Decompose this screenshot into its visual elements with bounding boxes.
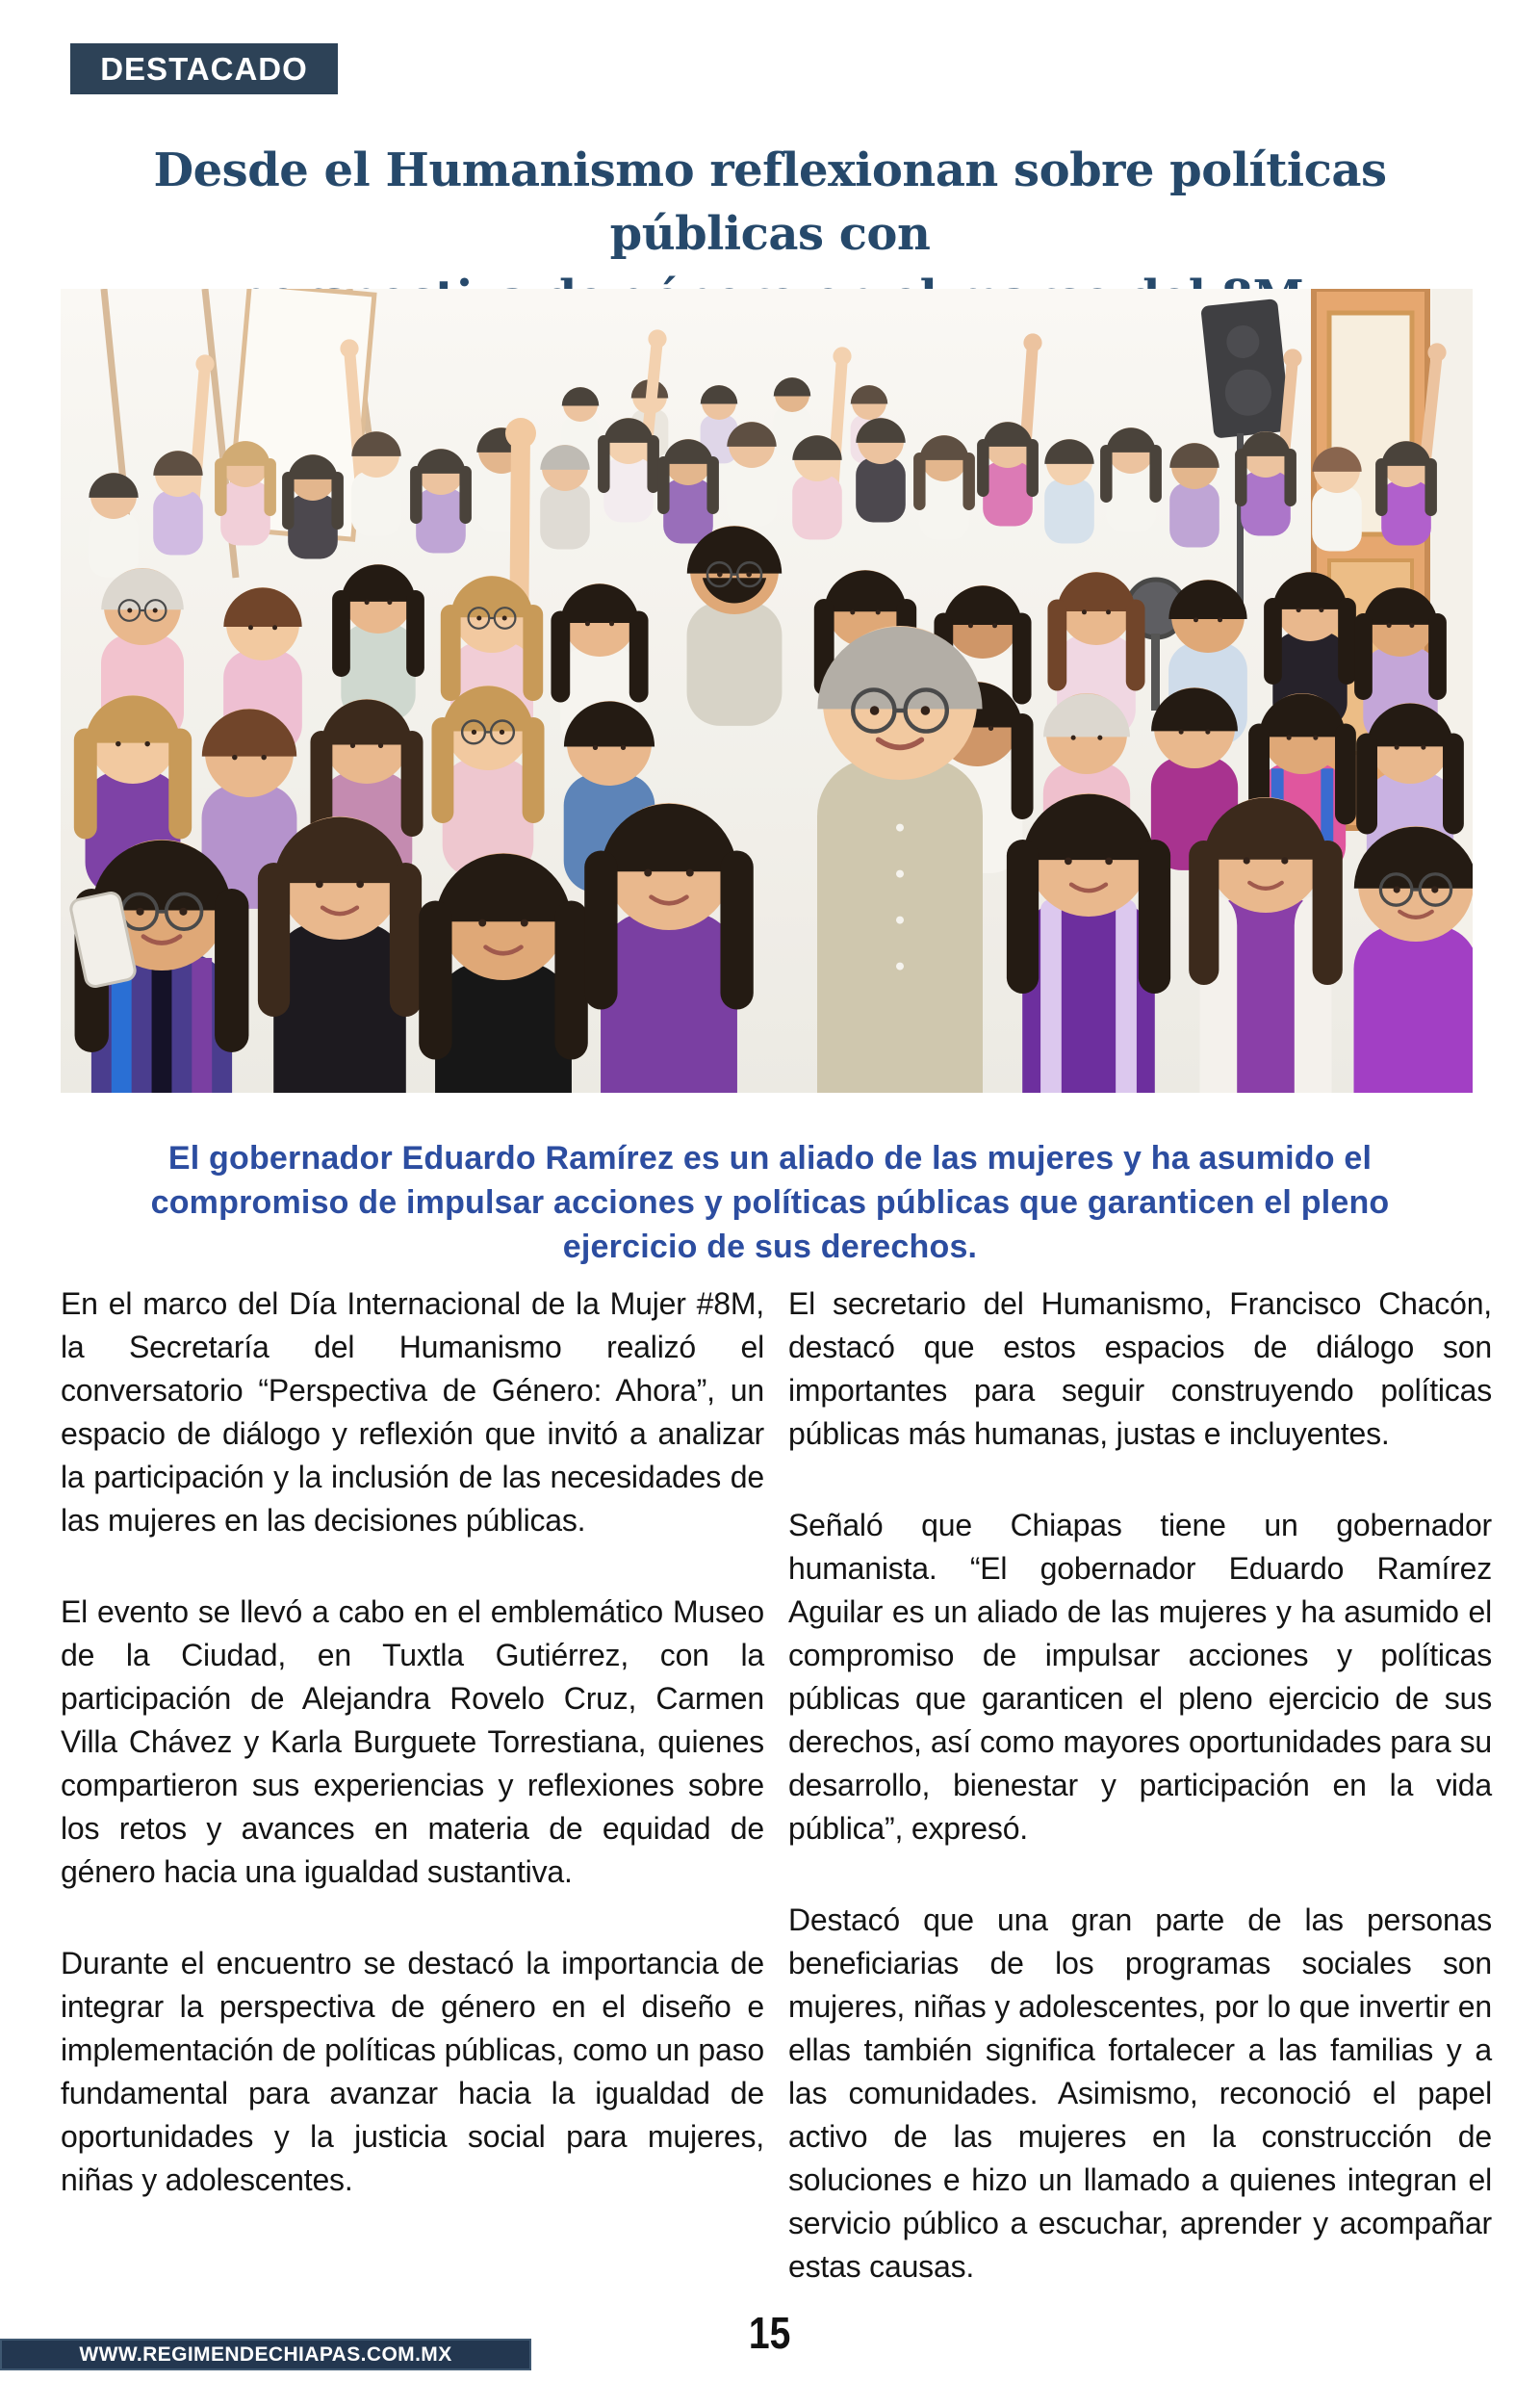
destacado-badge [70, 43, 338, 94]
paragraph: Durante el encuentro se destacó la importancia de integrar la perspectiva de género en el diseño e implementación de políticas públicas, como un paso fundamental para avanzar hacia la igualdad de oportunidades y la justicia social para mujeres, niñas y adolescentes. [61, 1946, 764, 2197]
caption-line-3: ejercicio de sus derechos. [562, 1229, 978, 1265]
left-column [61, 1282, 764, 2337]
person [1007, 793, 1170, 1093]
person [419, 853, 588, 1093]
caption-line-2: compromiso de impulsar acciones y políticas públicas que garanticen el pleno [150, 1184, 1390, 1221]
person [332, 564, 424, 721]
headline-line-1: Desde el Humanismo reflexionan sobre políticas públicas con [153, 143, 1387, 261]
paragraph: El secretario del Humanismo, Francisco Chacón, destacó que estos espacios de diálogo son importantes para seguir construyendo políticas públicas más humanas, justas e incluyentes. [788, 1286, 1492, 1451]
person [1189, 797, 1343, 1093]
person [258, 816, 422, 1093]
caption-line-1: El gobernador Eduardo Ramírez es un aliado de las mujeres y ha asumido el [167, 1140, 1373, 1177]
paragraph: Señaló que Chiapas tiene un gobernador humanista. “El gobernador Eduardo Ramírez Aguilar es un aliado de las mujeres y ha asumido el compromiso de impulsar acciones y políticas públicas que garanticen el pleno ejercicio de sus derechos, así como mayores oportunidades para su desarrollo, bienestar y participación en la vida pública”, expresó. [788, 1508, 1492, 1846]
photo-caption [87, 1136, 1453, 1269]
person [687, 526, 783, 726]
paragraph: El evento se llevó a cabo en el emblemático Museo de la Ciudad, en Tuxtla Gutiérrez, con la participación de Alejandra Rovelo Cruz, Carmen Villa Chávez y Karla Burguete Torrestiana, quienes compartieron sus experiencias y reflexiones sobre los retos y avances en materia de equidad de género hacia una igualdad sustantiva. [61, 1594, 764, 1889]
person [431, 686, 544, 877]
paragraph: En el marco del Día Internacional de la Mujer #8M, la Secretaría del Humanismo realizó el conversatorio “Perspectiva de Género: Ahora”, un espacio de diálogo y reflexión que invitó a analizar la participación y la inclusión de las necesidades de las mujeres en las decisiones públicas. [61, 1286, 764, 1538]
paragraph: Destacó que una gran parte de las personas beneficiarias de los programas sociales son mujeres, niñas y adolescentes, por lo que invertir en ellas también significa fortalecer a las familias y a las comunidades. Asimismo, reconoció el papel activo de las mujeres en la construcción de soluciones e hizo un llamado a quienes integran el servicio público a escuchar, aprender y acompañar estas causas. [788, 1902, 1492, 2284]
person [584, 803, 754, 1093]
article-photo [61, 289, 1473, 1093]
body-columns [61, 1282, 1492, 2337]
page-number: 15 [749, 2308, 791, 2358]
website-url: WWW.REGIMENDECHIAPAS.COM.MX [79, 2342, 452, 2366]
badge-label: DESTACADO [100, 50, 308, 87]
group-photo-illustration [61, 289, 1473, 1093]
person [817, 626, 983, 1093]
right-column [788, 1282, 1492, 2337]
person [1354, 826, 1474, 1093]
footer-website-bar [0, 2339, 531, 2370]
